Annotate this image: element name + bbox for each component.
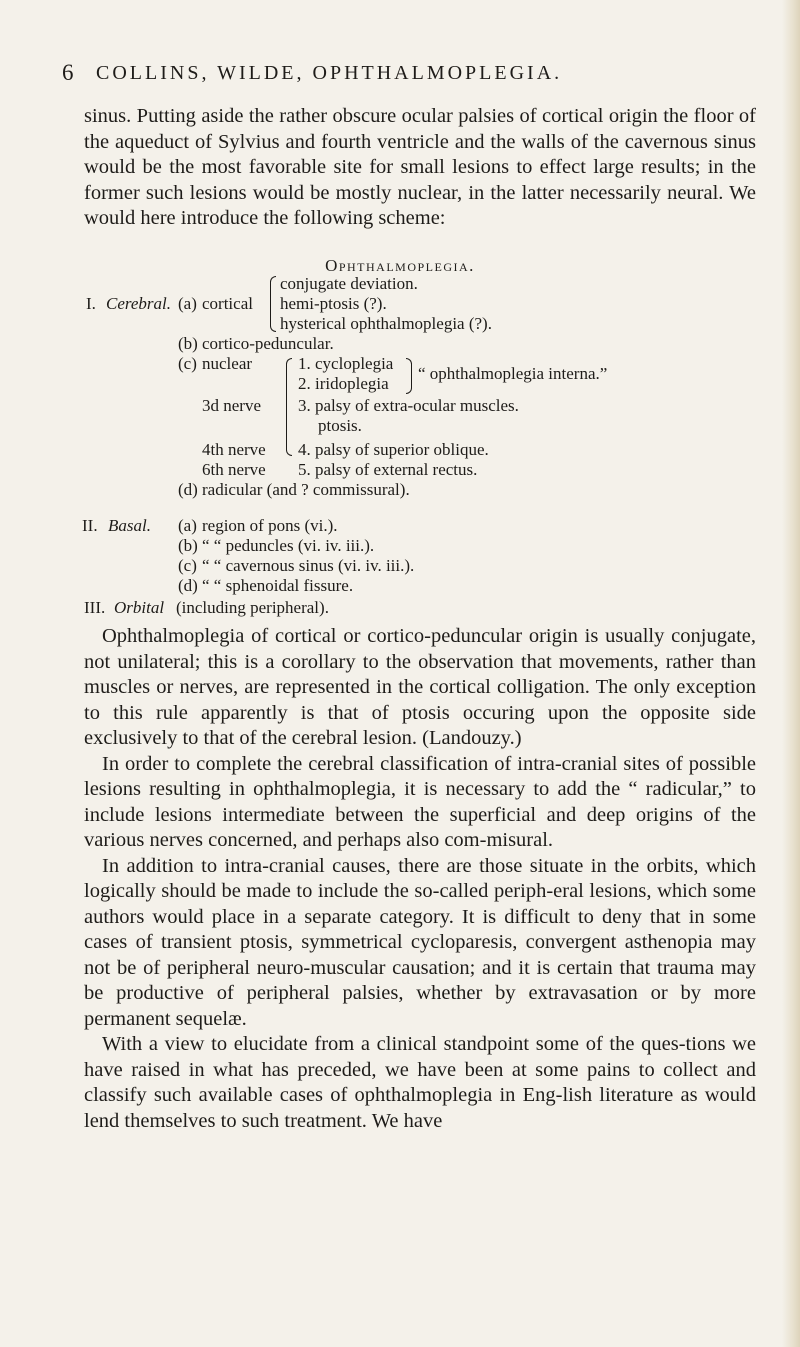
page-edge-shadow (782, 0, 800, 1347)
paragraph-3: In addition to intra-cranial causes, there are those situate in the orbits, which logically should be made to include the so-called periph-eral lesions, which some authors would place in a separate category. It is difficult to deny that in some cases of transient ptosis, symmetrical cycloparesis, convergent asthenopia may not be of peripheral neuro-muscular causation; and it is certain that trauma may be productive of peripheral palsies, whether by extravasation or by more permanent sequelæ. (84, 854, 756, 1030)
intro-text: sinus. Putting aside the rather obscure ocular palsies of cortical origin the floor of the aqueduct of Sylvius and fourth ventricle and the walls of the cavernous sinus would be the most favorable site for small lesions to effect large results; in the former such lesions would be mostly nuclear, in the latter necessarily neural. We would here introduce the following scheme: (84, 105, 756, 229)
third-nerve-label: 3d nerve (202, 396, 262, 415)
page-number: 6 (62, 60, 74, 85)
ptosis-label: ptosis. (318, 416, 362, 435)
ophthalmoplegia-interna: “ ophthalmoplegia interna.” (418, 364, 608, 383)
radicular-label: radicular (and ? commissural). (202, 480, 410, 499)
nuclear-sub-1: 1. cycloplegia (298, 354, 394, 373)
cortical-brace (270, 276, 276, 332)
cortical-label: cortical (202, 294, 253, 313)
cerebral-label: Cerebral. (106, 294, 172, 313)
orbital-note: (including peripheral). (176, 598, 329, 617)
basal-d-text: “ “ sphenoidal fissure. (202, 576, 354, 595)
nuclear-brace (286, 358, 292, 456)
paragraph-2: In order to complete the cerebral classification of intra-cranial sites of possible lesions resulting in ophthalmoplegia, it is necessary to add the “ radicular,” to include lesions intermediate between the superficial and deep origins of the various nerves concerned, and perhaps also com-misural. (84, 752, 756, 851)
basal-label: Basal. (108, 516, 151, 535)
nuclear-label: nuclear (202, 354, 253, 373)
main-text (84, 624, 756, 1134)
paragraph-1: Ophthalmoplegia of cortical or cortico-peduncular origin is usually conjugate, not unilateral; this is a corollary to the observation that movements, rather than muscles or nerves, are represented in the cortical colligation. The only exception to this rule apparently is that of ptosis occuring upon the opposite side exclusively to that of the cerebral lesion. (Landouzy.) (84, 625, 756, 749)
cortical-item-3: hysterical ophthalmoplegia (?). (280, 314, 492, 333)
basal-d-key: (d) (178, 576, 198, 595)
basal-c-key: (c) (178, 556, 197, 575)
basal-a-key: (a) (178, 516, 197, 535)
intro-paragraph (84, 104, 756, 232)
nuclear-sub-3: 3. palsy of extra-ocular muscles. (298, 396, 519, 415)
basal-numeral: II. (82, 516, 98, 535)
scheme-title: Ophthalmoplegia. (325, 256, 475, 275)
cortico-peduncular-label: cortico-peduncular. (202, 334, 334, 353)
basal-b-key: (b) (178, 536, 198, 555)
cortical-item-2: hemi-ptosis (?). (280, 294, 387, 313)
fourth-nerve-label: 4th nerve (202, 440, 266, 459)
nuclear-sub-5: 5. palsy of external rectus. (298, 460, 478, 479)
page-header (62, 60, 740, 90)
nuclear-key: (c) (178, 354, 197, 373)
basal-b-text: “ “ peduncles (vi. iv. iii.). (202, 536, 375, 555)
nuclear-sub-4: 4. palsy of superior oblique. (298, 440, 489, 459)
nuclear-sub-2: 2. iridoplegia (298, 374, 389, 393)
running-head: COLLINS, WILDE, OPHTHALMOPLEGIA. (96, 62, 563, 84)
interna-brace (406, 358, 412, 394)
cortical-item-1: conjugate deviation. (280, 274, 418, 293)
paragraph-4: With a view to elucidate from a clinical standpoint some of the ques-tions we have raised in what has preceded, we have been at some pains to collect and classify such available cases of ophthalmoplegia in Eng-lish literature as would lend themselves to such treatment. We have (84, 1033, 756, 1132)
cerebral-numeral: I. (86, 294, 96, 313)
basal-c-text: “ “ cavernous sinus (vi. iv. iii.). (202, 556, 415, 575)
orbital-numeral: III. (84, 598, 106, 617)
orbital-label: Orbital (114, 598, 165, 617)
radicular-key: (d) (178, 480, 198, 499)
cortico-peduncular-key: (b) (178, 334, 198, 353)
basal-a-text: region of pons (vi.). (202, 516, 338, 535)
sixth-nerve-label: 6th nerve (202, 460, 266, 479)
cortical-key: (a) (178, 294, 197, 313)
